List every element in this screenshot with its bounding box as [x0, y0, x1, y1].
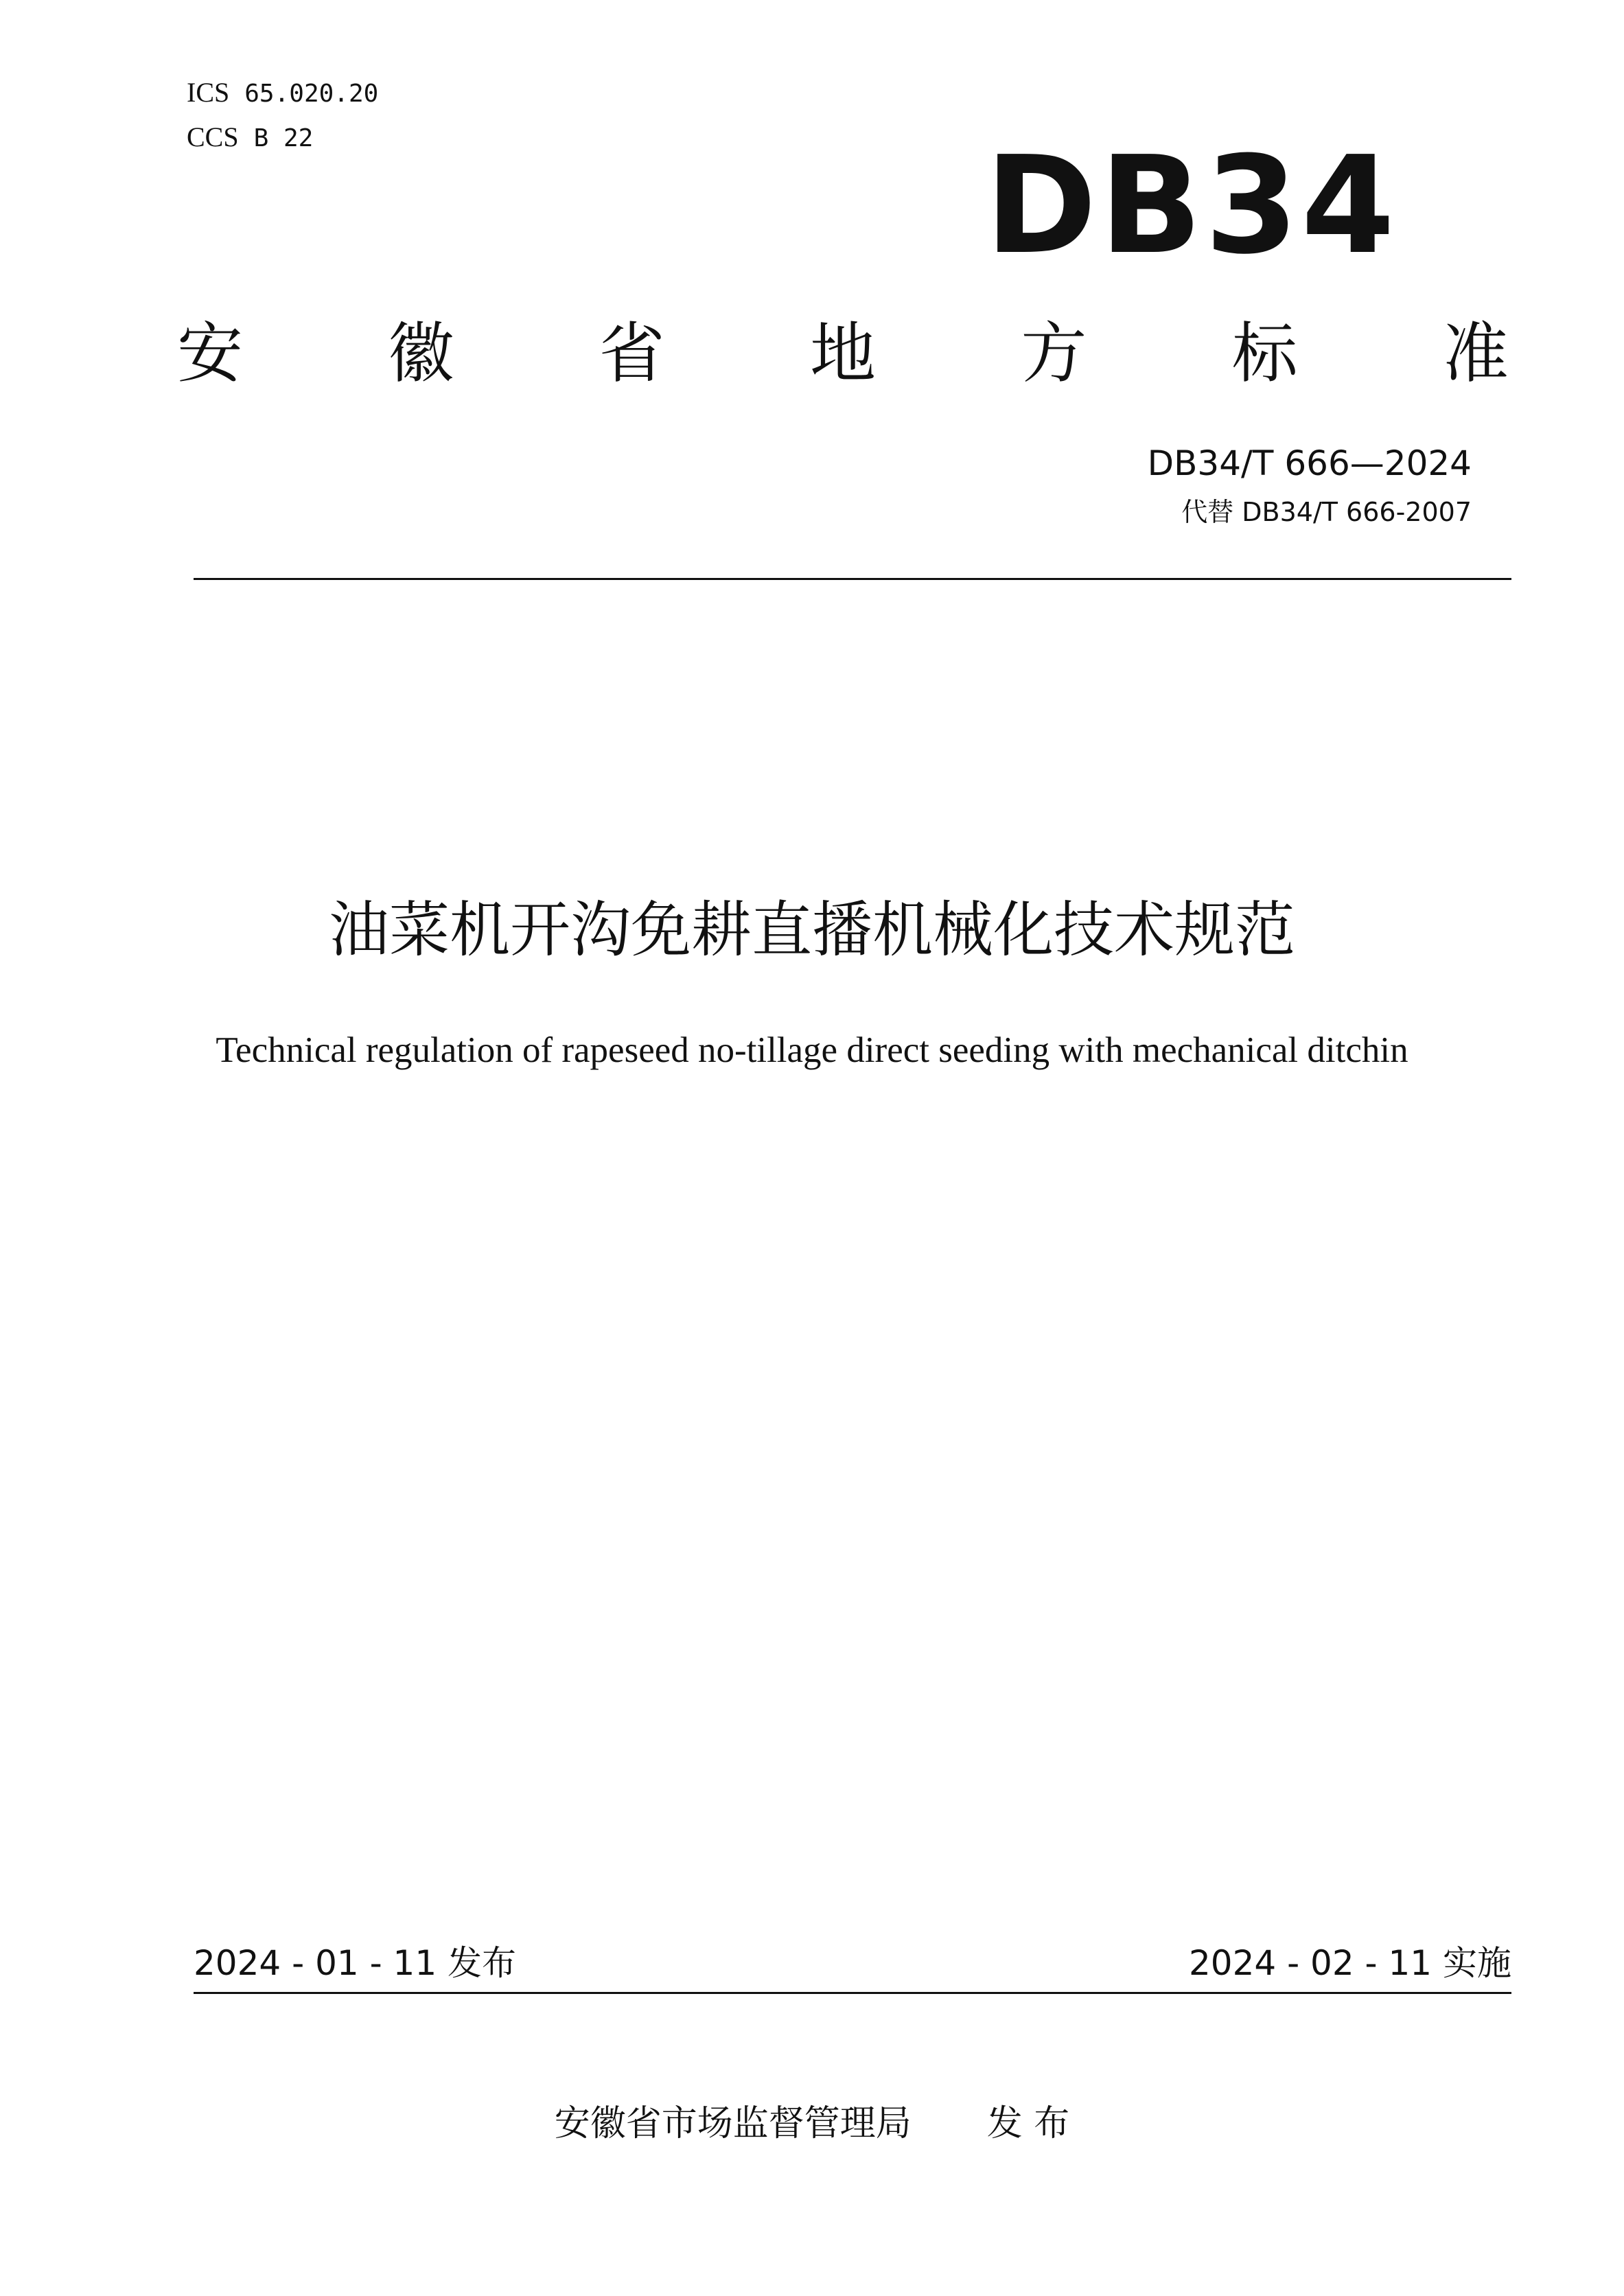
level-char: 标: [1231, 315, 1298, 392]
level-char: 准: [1442, 315, 1509, 392]
ics-code: 65.020.20: [244, 80, 379, 108]
effective-date: 2024 - 02 - 11 实施: [1188, 1943, 1511, 1983]
ccs-code: B 22: [253, 124, 314, 152]
level-char: 方: [1021, 315, 1087, 392]
ics-label: ICS: [187, 77, 230, 108]
publisher-action: 发 布: [986, 2103, 1070, 2144]
title-chinese: 油菜机开沟免耕直播机械化技术规范: [328, 894, 1295, 965]
ccs-label: CCS: [187, 121, 239, 152]
replaces-standard: 代替 DB34/T 666-2007: [1181, 497, 1472, 527]
ccs-line: [187, 117, 313, 158]
ics-line: [187, 72, 378, 113]
db34-logo: DB34: [985, 128, 1397, 284]
level-char: 省: [599, 315, 665, 392]
standard-level-heading: [177, 302, 1509, 405]
footer-divider: [194, 1992, 1511, 1994]
title-english: Technical regulation of rapeseed no-tillage direct seeding with mechanical ditchin: [216, 1030, 1408, 1070]
level-char: 徽: [388, 315, 454, 392]
level-char: 地: [809, 315, 876, 392]
header-divider: [194, 578, 1511, 580]
release-date: 2024 - 01 - 11 发布: [194, 1943, 517, 1983]
publisher-line: [0, 2095, 1624, 2153]
level-char: 安: [177, 315, 243, 392]
publisher-name: 安徽省市场监督管理局: [554, 2103, 912, 2144]
standard-number: DB34/T 666—2024: [1147, 443, 1472, 483]
